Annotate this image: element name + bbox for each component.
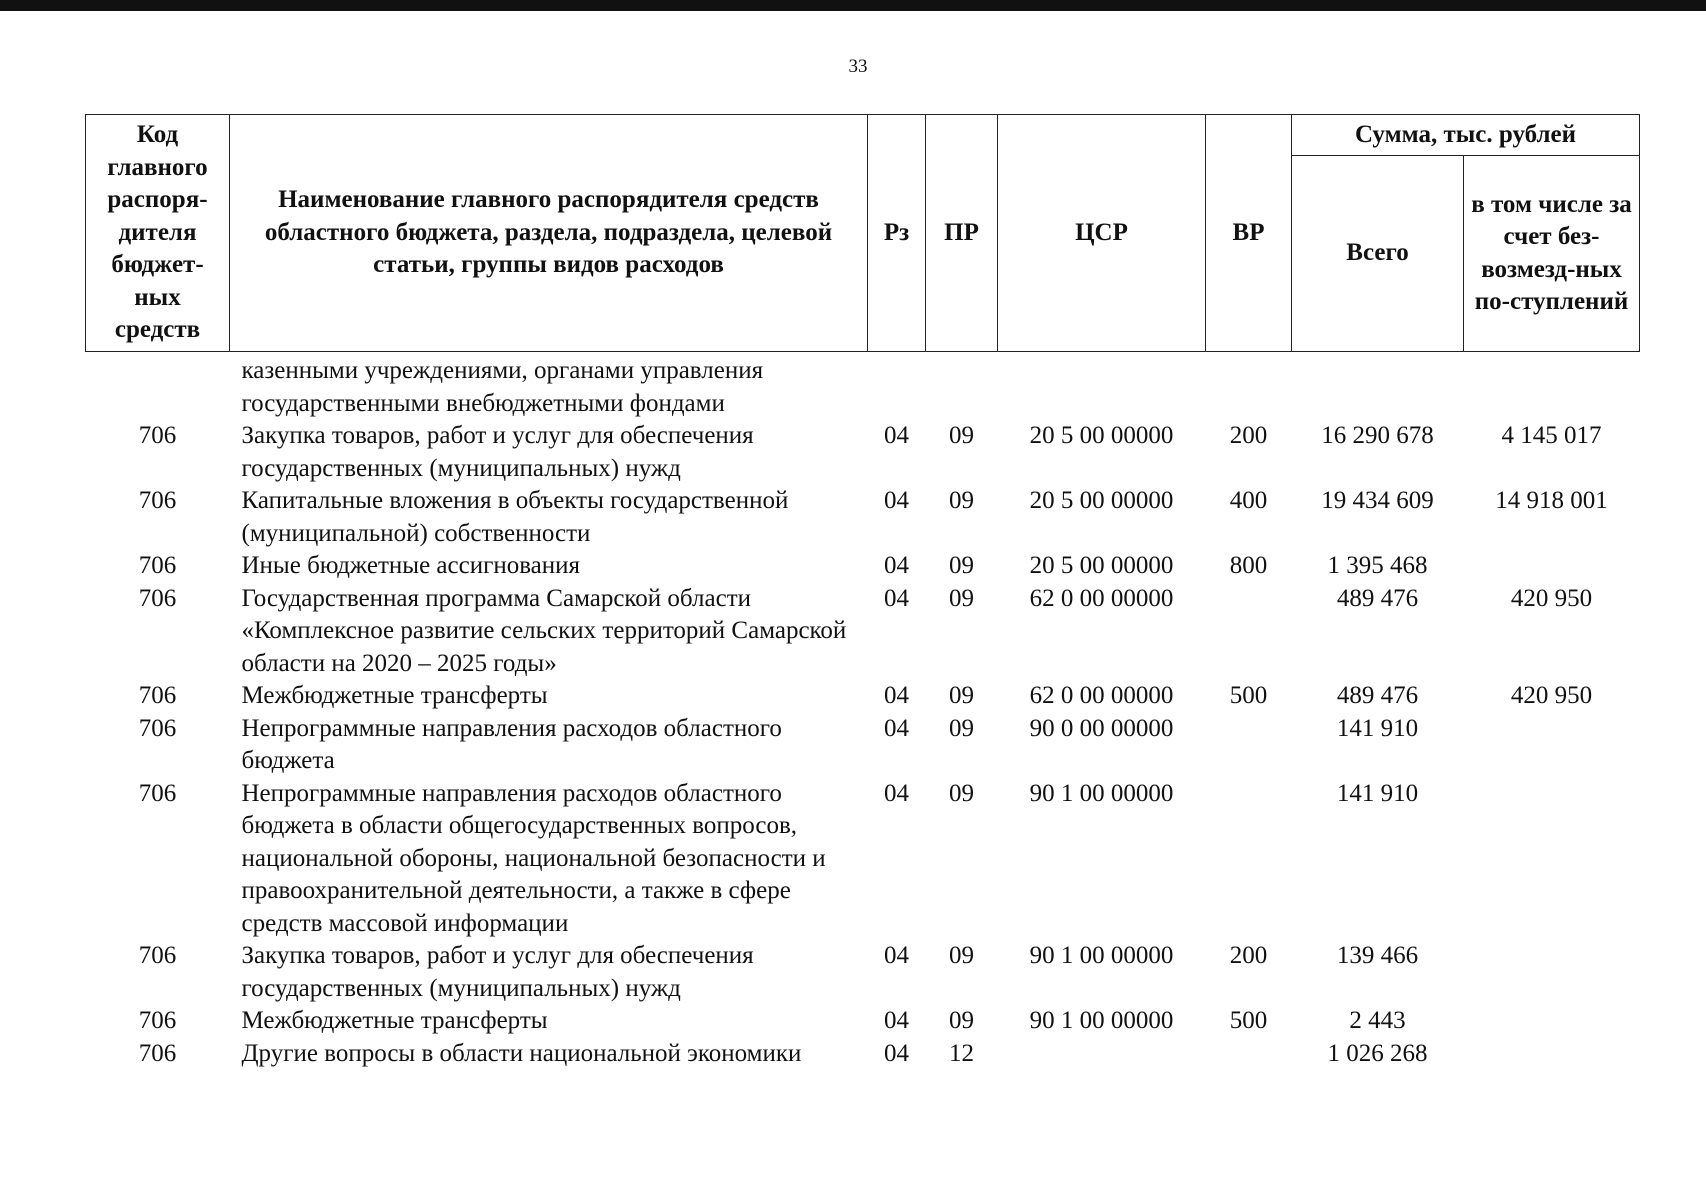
cell-code: 706 [138, 584, 177, 612]
table-row [86, 1005, 1640, 1038]
cell-incl [1464, 713, 1640, 778]
cell-csr: 20 5 00 00000 [1029, 422, 1174, 449]
cell-name: Межбюджетные трансферты [241, 1007, 548, 1034]
cell-name: Государственная программа Самарской области «Комплексное развитие сельских территорий Самарской области на 2020 – 2025 годы» [241, 584, 847, 677]
cell-total: 19 434 609 [1321, 487, 1434, 514]
cell-rz: 04 [884, 552, 909, 579]
cell-code: 706 [138, 552, 177, 579]
header-rz: Рз [868, 115, 926, 352]
table-row [86, 1038, 1640, 1071]
cell-total: 1 395 468 [1327, 552, 1428, 579]
cell-total: 2 443 [1349, 1007, 1406, 1034]
cell-csr: 90 1 00 00000 [1029, 1007, 1174, 1034]
cell-vr [1206, 1038, 1292, 1071]
table-row [86, 940, 1640, 1005]
cell-name: Закупка товаров, работ и услуг для обеспечения государственных (муниципальных) нужд [241, 942, 754, 1002]
table-row [86, 352, 1640, 421]
cell-code: 706 [138, 682, 177, 709]
cell-csr: 90 0 00 00000 [1029, 714, 1174, 742]
cell-rz: 04 [884, 682, 909, 709]
cell-total: 1 026 268 [1327, 1039, 1428, 1067]
cell-name: Закупка товаров, работ и услуг для обеспечения государственных (муниципальных) нужд [241, 422, 754, 482]
cell-csr: 62 0 00 00000 [1029, 682, 1174, 709]
cell-csr: 20 5 00 00000 [1029, 487, 1174, 514]
cell-name: Иные бюджетные ассигнования [241, 552, 581, 579]
cell-pr: 09 [949, 422, 974, 449]
cell-incl [1464, 1005, 1640, 1038]
cell-code: 706 [138, 942, 177, 969]
cell-name: Другие вопросы в области национальной экономики [241, 1039, 802, 1067]
cell-vr: 200 [1229, 942, 1268, 969]
cell-code: 706 [138, 1039, 177, 1067]
table-header [86, 115, 1640, 352]
cell-incl: 420 950 [1510, 682, 1593, 709]
header-incl: в том числе за счет без-возмезд-ных по-ступлений [1464, 156, 1640, 352]
cell-vr: 400 [1229, 487, 1268, 514]
cell-pr: 09 [949, 682, 974, 709]
cell-csr: 90 1 00 00000 [1029, 942, 1174, 969]
cell-incl [1464, 940, 1640, 1005]
cell-pr: 09 [949, 1007, 974, 1034]
table-row [86, 583, 1640, 681]
cell-rz: 04 [884, 1007, 909, 1034]
cell-incl [1464, 550, 1640, 583]
cell-pr: 09 [949, 552, 974, 579]
header-csr: ЦСР [998, 115, 1206, 352]
top-border-bar [0, 0, 1706, 11]
cell-rz: 04 [884, 779, 909, 807]
cell-incl: 420 950 [1510, 584, 1593, 612]
header-total: Всего [1292, 156, 1464, 352]
table-row [86, 550, 1640, 583]
cell-csr [998, 1038, 1206, 1071]
cell-pr: 09 [949, 942, 974, 969]
cell-name: Непрограммные направления расходов областного бюджета [241, 714, 782, 774]
cell-vr: 500 [1229, 1007, 1268, 1034]
cell-total: 141 910 [1336, 714, 1419, 742]
cell-vr [1206, 352, 1292, 421]
cell-vr [1206, 583, 1292, 681]
cell-rz: 04 [884, 714, 909, 742]
table-row [86, 680, 1640, 713]
cell-csr: 62 0 00 00000 [1029, 584, 1174, 612]
cell-pr: 09 [949, 714, 974, 742]
cell-csr [998, 352, 1206, 421]
cell-vr: 500 [1229, 682, 1268, 709]
cell-csr: 20 5 00 00000 [1029, 552, 1174, 579]
cell-pr: 09 [949, 779, 974, 807]
cell-vr: 200 [1229, 422, 1268, 449]
cell-rz: 04 [884, 584, 909, 612]
header-vr: ВР [1206, 115, 1292, 352]
table-row [86, 420, 1640, 485]
cell-rz: 04 [884, 487, 909, 514]
cell-total: 489 476 [1336, 682, 1419, 709]
cell-rz: 04 [884, 422, 909, 449]
cell-pr: 09 [949, 487, 974, 514]
cell-name: казенными учреждениями, органами управления государственными внебюджетными фондами [241, 357, 764, 417]
cell-pr: 12 [949, 1039, 974, 1067]
cell-rz: 04 [884, 942, 909, 969]
cell-code [86, 352, 230, 421]
cell-total [1292, 352, 1464, 421]
cell-incl: 4 145 017 [1501, 422, 1602, 449]
table-row [86, 713, 1640, 778]
cell-code: 706 [138, 487, 177, 514]
cell-rz [868, 352, 926, 421]
header-sum: Сумма, тыс. рублей [1292, 115, 1640, 156]
cell-code: 706 [138, 1007, 177, 1034]
cell-total: 139 466 [1336, 942, 1419, 969]
cell-incl [1464, 1038, 1640, 1071]
header-pr: ПР [926, 115, 998, 352]
page-number: 33 [848, 56, 868, 77]
cell-code: 706 [138, 422, 177, 449]
header-code: Код главного распоря-дителя бюджет-ных средств [86, 115, 230, 352]
table-row [86, 485, 1640, 550]
cell-pr [926, 352, 998, 421]
cell-vr [1206, 778, 1292, 941]
budget-table [85, 114, 1640, 1070]
cell-total: 489 476 [1336, 584, 1419, 612]
table-row [86, 778, 1640, 941]
cell-incl [1464, 352, 1640, 421]
cell-code: 706 [138, 714, 177, 742]
cell-rz: 04 [884, 1039, 909, 1067]
cell-vr [1206, 713, 1292, 778]
cell-total: 141 910 [1336, 779, 1419, 807]
cell-name: Капитальные вложения в объекты государственной (муниципальной) собственности [241, 487, 789, 547]
table-body [86, 352, 1640, 1071]
cell-vr: 800 [1229, 552, 1268, 579]
cell-code: 706 [138, 779, 177, 807]
cell-name: Непрограммные направления расходов областного бюджета в области общегосударственных вопросов, национальной обороны, национальной безопасности и правоохранительной деятельности, а также в сфере средств массовой информации [241, 779, 826, 937]
cell-incl [1464, 778, 1640, 941]
cell-csr: 90 1 00 00000 [1029, 779, 1174, 807]
cell-incl: 14 918 001 [1495, 487, 1608, 514]
cell-name: Межбюджетные трансферты [241, 682, 548, 709]
cell-total: 16 290 678 [1321, 422, 1434, 449]
header-name: Наименование главного распорядителя средств областного бюджета, раздела, подраздела, целевой статьи, группы видов расходов [230, 115, 868, 352]
cell-pr: 09 [949, 584, 974, 612]
